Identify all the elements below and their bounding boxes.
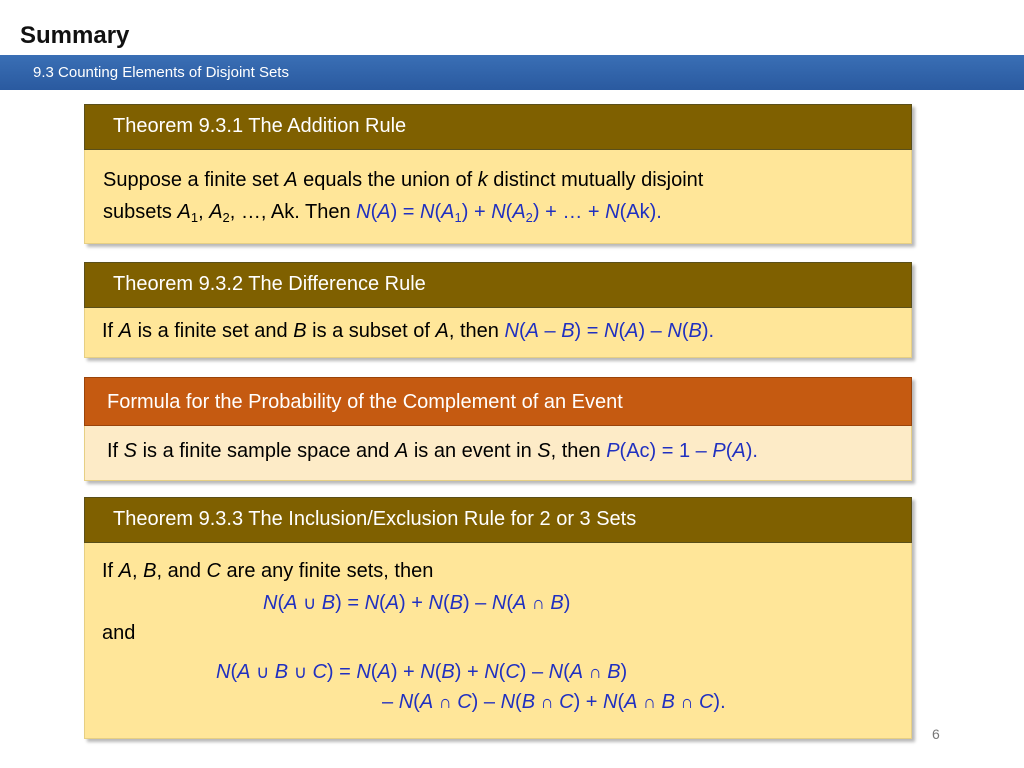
inclusion-exclusion-line-2: N(A ∪ B) = N(A) + N(B) – N(A ∩ B) [263,592,571,614]
addition-rule-line-1: Suppose a finite set A equals the union of k distinct mutually disjoint [103,169,704,191]
inclusion-exclusion-header: Theorem 9.3.3 The Inclusion/Exclusion Rule for 2 or 3 Sets [84,497,912,543]
inclusion-exclusion-line-1: If A, B, and C are any finite sets, then [102,560,434,582]
addition-rule-body [84,150,912,244]
inclusion-exclusion-box [84,497,912,739]
difference-rule-body [84,308,912,358]
difference-rule-line: If A is a finite set and B is a subset of A, then N(A – B) = N(A) – N(B). [102,320,715,342]
inclusion-exclusion-line-4: N(A ∪ B ∪ C) = N(A) + N(B) + N(C) – N(A ∩ B) [216,661,628,683]
section-bar [0,55,1024,90]
addition-rule-header: Theorem 9.3.1 The Addition Rule [84,104,912,150]
difference-rule-box [84,262,912,358]
slide-title: Summary [20,22,130,49]
inclusion-exclusion-line-5: – N(A ∩ C) – N(B ∩ C) + N(A ∩ B ∩ C). [382,691,726,713]
complement-formula-box [84,377,912,481]
addition-rule-box [84,104,912,244]
section-subtitle: 9.3 Counting Elements of Disjoint Sets [33,64,289,81]
difference-rule-header: Theorem 9.3.2 The Difference Rule [84,262,912,308]
inclusion-exclusion-body [84,543,912,739]
inclusion-exclusion-line-3: and [102,622,136,644]
page-number: 6 [932,726,940,742]
addition-rule-line-2: subsets $A_1$, $A_2$, …, Ak. Then $N(A) = N(A_1) + N(A_2)$ + … + N(Ak). [103,201,662,225]
complement-formula-header: Formula for the Probability of the Complement of an Event [84,377,912,426]
complement-formula-body [84,426,912,481]
complement-formula-line: If S is a finite sample space and A is an event in S, then P(Ac) = 1 – P(A). [107,440,758,462]
